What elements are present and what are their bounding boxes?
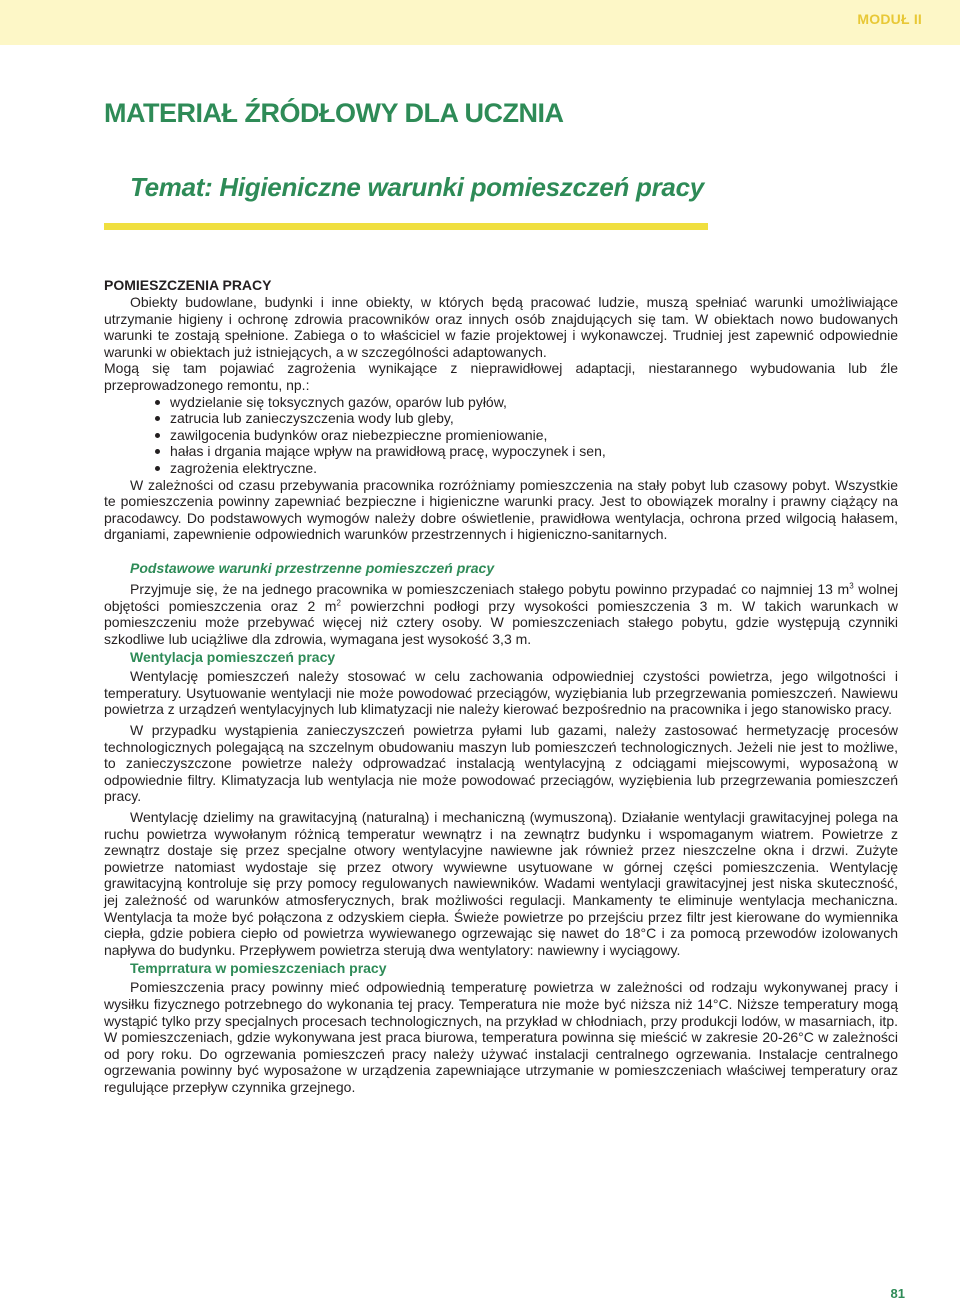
list-item: zagrożenia elektryczne. — [170, 460, 898, 477]
section-heading-spatial: Podstawowe warunki przestrzenne pomieszczeń pracy — [130, 559, 495, 576]
list-item: hałas i drgania mające wpływ na prawidłową pracę, wypoczynek i sen, — [170, 443, 898, 460]
section-heading-workrooms: POMIESZCZENIA PRACY — [104, 277, 272, 293]
paragraph: Wentylację dzielimy na grawitacyjną (naturalną) i mechaniczną (wymuszoną). Działanie wentylacji grawitacyjnej polega na ruchu powietrza wywołanym różnicą temperatur wewnątrz i na zewnątrz budynku i wspomaganym wiatrem. Powietrze z zewnątrz dostaje się przez specjalne otwory wentylacyjne nawiewne jak również przez nieszczelne okna i drzwi. Zużyte powietrze natomiast wydostaje się przez otwory wywiewne usytuowane w górnej części pomieszczenia. Wentylację grawitacyjną kontroluje się przy pomocy regulowanych nawiewników. Wadami wentylacji grawitacyjnej jest niska skuteczność, jej zależność od warunków atmosferycznych, brak możliwości regulacji. Mankamenty te eliminuje wentylacja mechaniczna. Wentylacja ta może być połączona z odzyskiem ciepła. Świeże powietrze po przejściu przez filtr jest kierowane do wymiennika ciepła, gdzie pobiera ciepło od powietrza wywiewanego ogrzewając się nawet do 18°C i za pomocą przewodów izolowanych napływa do budynku. Przepływem powietrza sterują dwa wentylatory: nawiewny i wyciągowy. — [104, 809, 898, 958]
section-heading-ventilation: Wentylacja pomieszczeń pracy — [130, 649, 336, 666]
list-item: zatrucia lub zanieczyszczenia wody lub gleby, — [170, 410, 898, 427]
module-label: MODUŁ II — [857, 11, 922, 27]
section-heading-temperature: Temprratura w pomieszczeniach pracy — [130, 960, 387, 977]
title-underline — [104, 223, 708, 230]
list-item: zawilgocenia budynków oraz niebezpieczne promieniowanie, — [170, 427, 898, 444]
paragraph: Pomieszczenia pracy powinny mieć odpowiednią temperaturę powietrza w zależności od rodzaju wykonywanej pracy i wysiłku fizycznego potrzebnego do wykonania tej pracy. Temperatura nie może być niższa niż 14°C. Niższe temperatury mogą wystąpić tylko przy specjalnych procesach technologicznych, na przykład w chłodniach, przy produkcji lodów, w masarniach, itp. W pomieszczeniach, gdzie wykonywana jest praca biurowa, temperatura powinna się mieścić w zakresie 20-26°C w zależności od pory roku. Do ogrzewania pomieszczeń pracy należy używać instalacji centralnego ogrzewania. Instalacje centralnego ogrzewania powinny być wyposażone w urządzenia zapewniające utrzymanie w pomieszczeniach właściwej temperatury oraz regulujące przepływ czynnika grzejnego. — [104, 979, 898, 1095]
paragraph: W przypadku wystąpienia zanieczyszczeń powietrza pyłami lub gazami, należy zastosować hermetyzację procesów technologicznych polegającą na szczelnym obudowaniu maszyn lub pomieszczeń technologicznych. Jeżeli nie jest to możliwe, to zanieczyszczone powietrze należy odprowadzać instalacją wentylacyjną z odciągami miejscowymi, wyposażoną w odpowiednie filtry. Klimatyzacja lub wentylacja nie może powodować przeciągów, wyziębienia lub przegrzewania pomieszczeń pracy. — [104, 722, 898, 805]
paragraph: Mogą się tam pojawiać zagrożenia wynikające z nieprawidłowej adaptacji, niestarannego wybudowania lub źle przeprowadzonego remontu, np.: — [104, 360, 898, 393]
page-title: MATERIAŁ ŹRÓDŁOWY DLA UCZNIA — [104, 98, 564, 128]
page-number: 81 — [890, 1286, 905, 1301]
paragraph: Obiekty budowlane, budynki i inne obiekty, w których będą pracować ludzie, muszą spełniać warunki umożliwiające utrzymanie higieny i ochronę zdrowia pracowników oraz innych osób znajdujących się tam. W obiektach nowo budowanych warunki te zostają spełnione. Zabiega o to właściciel w fazie projektowej i wykonawczej. Trudniej jest zapewnić odpowiednie warunki w obiektach już istniejących, a w szczególności adaptowanych. — [104, 294, 898, 360]
hazards-list — [104, 394, 898, 477]
paragraph: Wentylację pomieszczeń należy stosować w celu zachowania odpowiedniej czystości powietrza, jego wilgotności i temperatury. Usytuowanie wentylacji nie może powodować przeciągów, wyziębiania lub przegrzewania pomieszczeń. Nawiewu powietrza z urządzeń wentylacyjnych lub klimatyzacji nie należy kierować bezpośrednio na pracownika i jego stanowisko pracy. — [104, 668, 898, 718]
lesson-subject: Temat: Higieniczne warunki pomieszczeń pracy — [130, 172, 704, 202]
document-body — [104, 277, 898, 1096]
header-band — [0, 0, 960, 45]
list-item: wydzielanie się toksycznych gazów, oparów lub pyłów, — [170, 394, 898, 411]
paragraph: Przyjmuje się, że na jednego pracownika w pomieszczeniach stałego pobytu powinno przypadać co najmniej 13 $m^3$ wolnej objętości pomieszczenia oraz 2 $m^2$ powierzchni podłogi przy wysokości pomieszczenia 3 m. W takich warunkach w pomieszczeniu może przebywać więcej niż cztery osoby. W pomieszczeniach stałego pobytu, gdzie występują czynniki szkodliwe lub uciążliwe dla zdrowia, wymagana jest wysokość 3,3 m. — [104, 580, 898, 647]
paragraph: W zależności od czasu przebywania pracownika rozróżniamy pomieszczenia na stały pobyt lub czasowy pobyt. Wszystkie te pomieszczenia powinny zapewniać bezpieczne i higieniczne warunki pracy. Jest to obowiązek moralny i prawny ciążący na pracodawcy. Do podstawowych wymogów należy dobre oświetlenie, prawidłowa wentylacja, ochrona przed wilgocią hałasem, drganiami, zapewnienie odpowiednich warunków przestrzennych i higieniczno-sanitarnych. — [104, 476, 898, 543]
